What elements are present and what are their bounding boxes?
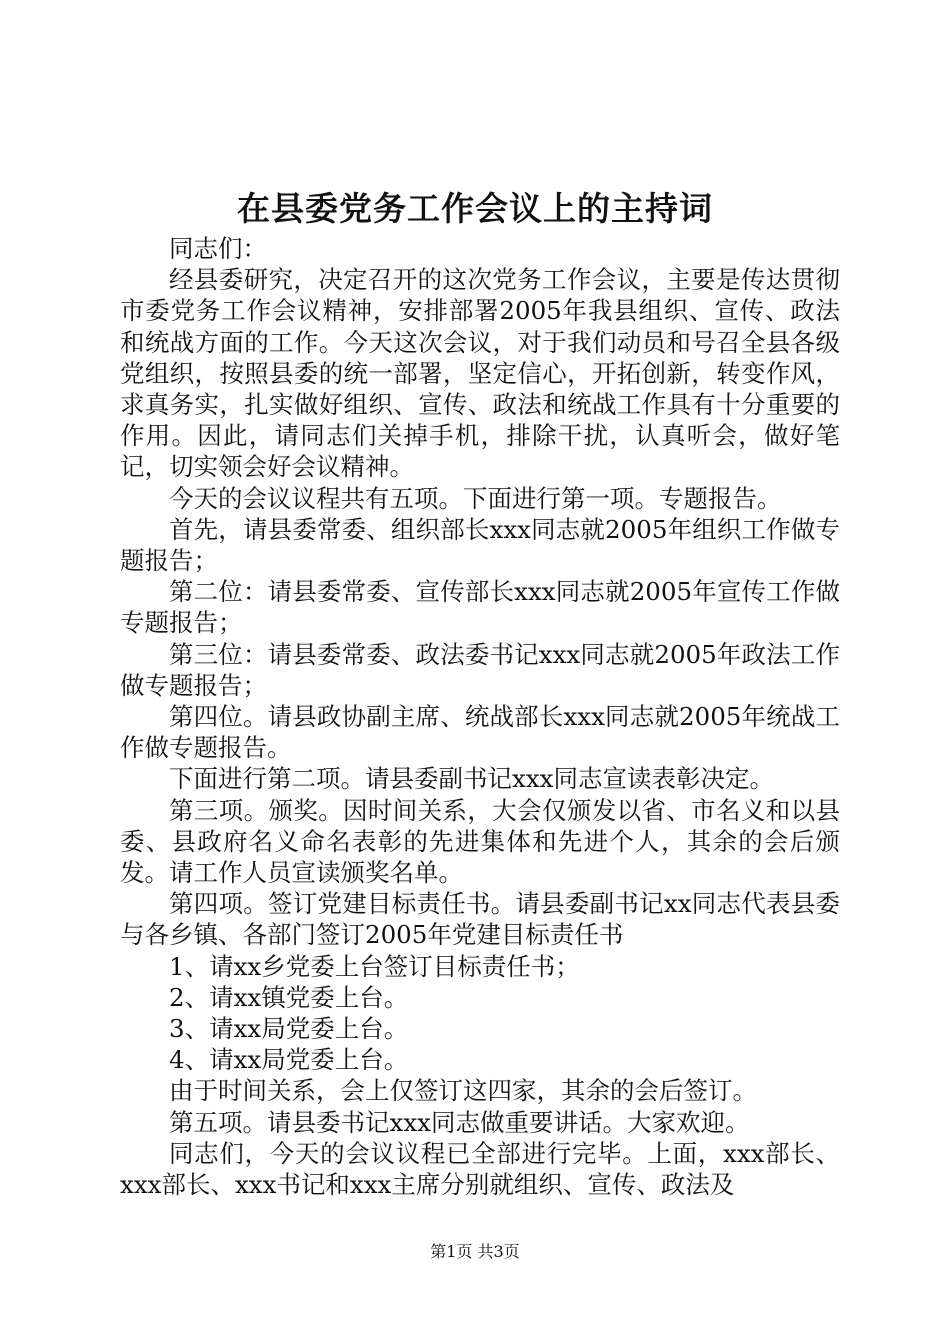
paragraph: 下面进行第二项。请县委副书记xxx同志宣读表彰决定。: [169, 764, 774, 794]
paragraph: 同志们，今天的会议议程已全部进行完毕。上面，xxx部长、xxx部长、xxx书记和xxx主席分别就组织、宣传、政法及: [120, 1138, 840, 1200]
paragraph: 经县委研究，决定召开的这次党务工作会议，主要是传达贯彻市委党务工作会议精神，安排部署2005年我县组织、宣传、政法和统战方面的工作。今天这次会议，对于我们动员和号召全县各级党组织，按照县委的统一部署，坚定信心，开拓创新，转变作风，求真务实，扎实做好组织、宣传、政法和统战工作具有十分重要的作用。因此，请同志们关掉手机，排除干扰，认真听会，做好笔记，切实领会好会议精神。: [120, 265, 840, 482]
paragraph: 今天的会议议程共有五项。下面进行第一项。专题报告。: [169, 483, 782, 513]
paragraph: 第三位：请县委常委、政法委书记xxx同志就2005年政法工作做专题报告；: [120, 639, 840, 700]
paragraph: 首先，请县委常委、组织部长xxx同志就2005年组织工作做专题报告；: [120, 514, 840, 576]
paragraph: 由于时间关系，会上仅签订这四家，其余的会后签订。: [169, 1076, 757, 1106]
document-title: 在县委党务工作会议上的主持词: [237, 189, 713, 228]
paragraph: 第五项。请县委书记xxx同志做重要讲话。大家欢迎。: [169, 1107, 750, 1137]
paragraph: 第二位：请县委常委、宣传部长xxx同志就2005年宣传工作做专题报告；: [120, 577, 840, 638]
page-footer: 第1页 共3页: [430, 1242, 520, 1261]
list-item: 1、请xx乡党委上台签订目标责任书；: [169, 951, 580, 981]
paragraph: 第四位。请县政协副主席、统战部长xxx同志就2005年统战工作做专题报告。: [120, 702, 840, 763]
document-body: [120, 233, 840, 1200]
list-item: 4、请xx局党委上台。: [169, 1045, 409, 1075]
paragraph: 第三项。颁奖。因时间关系，大会仅颁发以省、市名义和以县委、县政府名义命名表彰的先进集体和先进个人，其余的会后颁发。请工作人员宣读颁奖名单。: [120, 795, 840, 888]
salutation: 同志们：: [169, 234, 267, 263]
list-item: 3、请xx局党委上台。: [169, 1014, 409, 1044]
list-item: 2、请xx镇党委上台。: [169, 982, 409, 1012]
paragraph: 第四项。签订党建目标责任书。请县委副书记xx同志代表县委与各乡镇、各部门签订2005年党建目标责任书: [120, 889, 840, 950]
